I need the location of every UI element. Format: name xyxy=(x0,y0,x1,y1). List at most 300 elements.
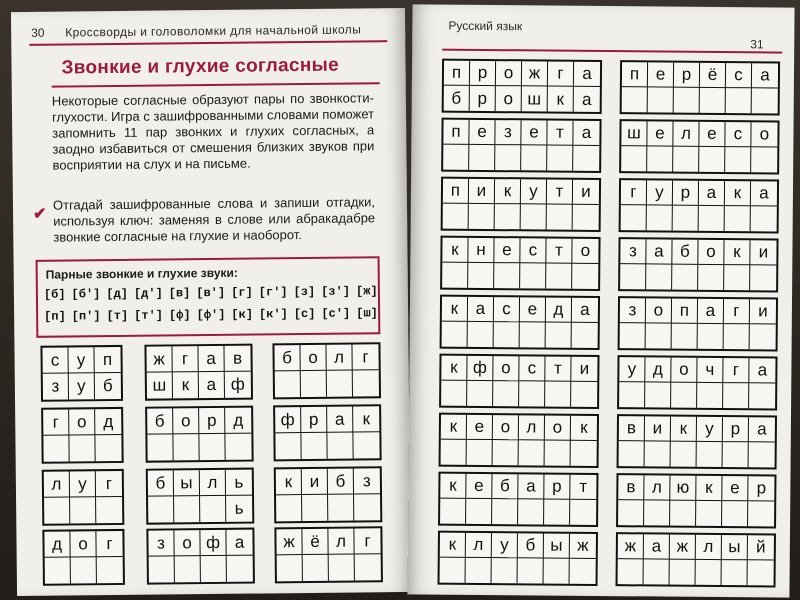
answer-row xyxy=(148,496,252,523)
puzzle-grid xyxy=(438,531,598,586)
cipher-letter-cell: л xyxy=(673,122,699,147)
cipher-letter-cell: д xyxy=(225,408,251,434)
answer-letter-cell[interactable] xyxy=(467,381,493,406)
cipher-row xyxy=(621,121,777,147)
answer-letter-cell[interactable] xyxy=(148,496,174,522)
cipher-row xyxy=(621,180,777,206)
answer-letter-cell[interactable]: к xyxy=(173,372,199,398)
answer-letter-cell[interactable] xyxy=(673,206,699,231)
cipher-letter-cell: т xyxy=(547,121,573,146)
cipher-letter-cell: е xyxy=(466,474,492,499)
cipher-letter-cell: и xyxy=(469,179,495,204)
answer-letter-cell[interactable] xyxy=(441,381,467,406)
cipher-letter-cell: к xyxy=(671,417,697,442)
puzzle-grid xyxy=(439,354,599,409)
voiceless-row xyxy=(44,306,378,323)
cipher-letter-cell: т xyxy=(545,357,571,382)
answer-letter-cell[interactable] xyxy=(697,442,723,467)
answer-letter-cell[interactable] xyxy=(277,555,303,581)
answer-letter-cell[interactable] xyxy=(645,441,671,466)
voiced-sound: [з] xyxy=(293,284,316,300)
cipher-letter-cell: о xyxy=(300,345,326,371)
cipher-letter-cell: г xyxy=(621,180,647,205)
answer-letter-cell[interactable] xyxy=(440,558,466,583)
cipher-row xyxy=(440,533,596,559)
answer-letter-cell[interactable] xyxy=(45,557,71,583)
answer-letter-cell[interactable] xyxy=(442,322,468,347)
cipher-row xyxy=(274,344,378,371)
answer-letter-cell[interactable] xyxy=(670,560,696,585)
answer-letter-cell[interactable]: ш xyxy=(522,86,548,111)
cipher-letter-cell: г xyxy=(723,358,749,383)
voiceless-sound: [ш] xyxy=(356,306,378,321)
answer-letter-cell[interactable] xyxy=(302,495,328,521)
answer-letter-cell[interactable] xyxy=(619,382,645,407)
answer-letter-cell[interactable] xyxy=(173,434,199,460)
answer-letter-cell[interactable] xyxy=(725,147,751,172)
answer-letter-cell[interactable] xyxy=(303,555,329,581)
cipher-letter-cell: а xyxy=(198,346,224,372)
cipher-letter-cell: г xyxy=(354,528,380,554)
cipher-letter-cell: б xyxy=(147,408,173,434)
cipher-letter-cell: о xyxy=(646,298,672,323)
cipher-letter-cell: р xyxy=(544,475,570,500)
cipher-row xyxy=(44,471,122,498)
puzzle-grid xyxy=(617,355,777,410)
answer-letter-cell[interactable] xyxy=(671,383,697,408)
cipher-letter-cell: г xyxy=(352,344,378,370)
cipher-letter-cell: е xyxy=(467,415,493,440)
answer-letter-cell[interactable] xyxy=(495,145,521,170)
answer-letter-cell[interactable] xyxy=(618,500,644,525)
answer-letter-cell[interactable] xyxy=(648,87,674,112)
answer-letter-cell[interactable]: з xyxy=(43,373,69,399)
cipher-letter-cell: е xyxy=(494,238,520,263)
cipher-letter-cell: о xyxy=(545,416,571,441)
answer-letter-cell[interactable] xyxy=(700,88,726,113)
answer-letter-cell[interactable] xyxy=(494,322,520,347)
answer-letter-cell[interactable] xyxy=(468,322,494,347)
cipher-row xyxy=(622,62,778,88)
answer-letter-cell[interactable] xyxy=(749,442,775,467)
answer-letter-cell[interactable] xyxy=(573,146,599,171)
answer-letter-cell[interactable] xyxy=(672,265,698,290)
puzzle-grid xyxy=(144,344,253,401)
answer-letter-cell[interactable] xyxy=(441,440,467,465)
answer-letter-cell[interactable] xyxy=(495,204,521,229)
answer-letter-cell[interactable] xyxy=(520,322,546,347)
puzzle-grid xyxy=(272,342,381,399)
answer-letter-cell[interactable] xyxy=(69,435,95,461)
cipher-letter-cell: л xyxy=(466,533,492,558)
cipher-letter-cell: с xyxy=(726,63,752,88)
answer-letter-cell[interactable] xyxy=(619,441,645,466)
voiceless-sound: [ф'] xyxy=(196,307,226,323)
answer-letter-cell[interactable] xyxy=(670,501,696,526)
task-paragraph: Отгадай зашифрованные слова и запиши отгадки, используя ключ: заменяя в слове или абракадабре звонкие согласные на глухие и наоборот. xyxy=(52,194,376,245)
puzzle-grid xyxy=(42,469,125,526)
answer-letter-cell[interactable] xyxy=(646,264,672,289)
cipher-letter-cell: з xyxy=(495,120,521,145)
answer-row xyxy=(620,323,776,349)
answer-letter-cell[interactable] xyxy=(749,383,775,408)
answer-letter-cell[interactable] xyxy=(545,441,571,466)
cipher-letter-cell: п xyxy=(443,120,469,145)
cipher-letter-cell: й xyxy=(748,535,774,560)
puzzle-grid xyxy=(616,532,776,587)
cipher-letter-cell: а xyxy=(327,407,353,433)
answer-letter-cell[interactable] xyxy=(750,324,776,349)
answer-letter-cell[interactable] xyxy=(175,556,201,582)
cipher-letter-cell: у xyxy=(492,533,518,558)
cipher-letter-cell: е xyxy=(521,120,547,145)
answer-letter-cell[interactable] xyxy=(751,206,777,231)
answer-letter-cell[interactable] xyxy=(43,435,69,461)
answer-letter-cell[interactable] xyxy=(466,558,492,583)
voiceless-sound: [т] xyxy=(106,308,129,324)
cipher-row xyxy=(148,470,252,497)
answer-letter-cell[interactable] xyxy=(466,499,492,524)
answer-letter-cell[interactable] xyxy=(328,495,354,521)
answer-letter-cell[interactable] xyxy=(355,554,381,580)
answer-letter-cell[interactable] xyxy=(726,88,752,113)
cipher-letter-cell: о xyxy=(493,356,519,381)
answer-row xyxy=(440,558,596,584)
cipher-letter-cell: е xyxy=(647,121,673,146)
answer-letter-cell[interactable] xyxy=(199,434,225,460)
answer-letter-cell[interactable] xyxy=(327,433,353,459)
voiced-sound: [д'] xyxy=(133,286,163,301)
answer-letter-cell[interactable]: а xyxy=(581,89,592,109)
cipher-letter-cell: с xyxy=(725,122,751,147)
answer-letter-cell[interactable] xyxy=(698,324,724,349)
answer-letter-cell[interactable] xyxy=(751,147,777,172)
answer-letter-cell[interactable] xyxy=(618,559,644,584)
voiceless-sound: [к'] xyxy=(258,307,288,322)
puzzle-grid xyxy=(146,468,255,525)
answer-letter-cell[interactable]: ш xyxy=(147,372,173,398)
answer-letter-cell[interactable] xyxy=(571,382,597,407)
answer-letter-cell[interactable] xyxy=(494,263,520,288)
answer-letter-cell[interactable] xyxy=(674,88,700,113)
cipher-letter-cell: ж xyxy=(276,529,302,555)
answer-row xyxy=(276,494,380,521)
answer-letter-cell[interactable] xyxy=(696,560,722,585)
answer-letter-cell[interactable] xyxy=(201,556,227,582)
answer-letter-cell[interactable] xyxy=(443,204,469,229)
answer-letter-cell[interactable]: у xyxy=(69,373,95,399)
cipher-letter-cell: и xyxy=(750,299,776,324)
answer-letter-cell[interactable] xyxy=(521,145,547,170)
answer-letter-cell[interactable] xyxy=(544,559,570,584)
cipher-row xyxy=(42,347,120,374)
puzzle-grid xyxy=(620,60,780,115)
cipher-letter-cell: о xyxy=(174,530,200,556)
answer-letter-cell[interactable] xyxy=(748,501,774,526)
cipher-row xyxy=(619,416,775,442)
cipher-letter-cell: в xyxy=(619,416,645,441)
answer-row xyxy=(619,441,775,467)
answer-letter-cell[interactable]: ь xyxy=(234,498,244,518)
puzzle-grid xyxy=(618,237,778,292)
voiced-sound: [б'] xyxy=(71,287,101,302)
answer-letter-cell[interactable] xyxy=(673,147,699,172)
answer-letter-cell[interactable] xyxy=(44,497,70,523)
answer-letter-cell[interactable] xyxy=(519,440,545,465)
answer-letter-cell[interactable] xyxy=(492,499,518,524)
answer-letter-cell[interactable] xyxy=(493,440,519,465)
answer-letter-cell[interactable] xyxy=(644,500,670,525)
answer-letter-cell[interactable] xyxy=(672,324,698,349)
voiced-sound: [д] xyxy=(106,286,129,302)
cipher-letter-cell: а xyxy=(749,417,775,442)
left-page xyxy=(11,8,411,596)
cipher-letter-cell: а xyxy=(518,474,544,499)
answer-letter-cell[interactable] xyxy=(492,558,518,583)
cipher-letter-cell: в xyxy=(618,475,644,500)
cipher-letter-cell: е xyxy=(469,120,495,145)
page-number-right: 31 xyxy=(750,37,764,52)
answer-letter-cell[interactable] xyxy=(442,263,468,288)
answer-letter-cell[interactable] xyxy=(723,442,749,467)
answer-letter-cell[interactable] xyxy=(147,434,173,460)
answer-letter-cell[interactable]: б xyxy=(102,376,113,396)
answer-letter-cell[interactable] xyxy=(696,501,722,526)
answer-letter-cell[interactable] xyxy=(671,442,697,467)
cipher-row xyxy=(440,474,596,500)
answer-letter-cell[interactable] xyxy=(354,494,380,520)
answer-letter-cell[interactable] xyxy=(620,323,646,348)
answer-letter-cell[interactable] xyxy=(698,265,724,290)
puzzle-grid xyxy=(273,404,382,461)
answer-letter-cell[interactable] xyxy=(468,263,494,288)
voiced-row xyxy=(44,284,378,301)
answer-letter-cell[interactable] xyxy=(750,265,776,290)
answer-letter-cell[interactable] xyxy=(697,383,723,408)
answer-letter-cell[interactable] xyxy=(227,556,253,582)
intro-paragraph: Некоторые согласные образуют пары по звонкости-глухости. Игра с зашифрованными словами поможет запомнить 11 пар звонких и глухих согласных, а заодно избавиться от смешения близких звуков при восприятии на слух и на письме. xyxy=(51,90,375,173)
answer-row xyxy=(621,205,777,231)
cipher-letter-cell: н xyxy=(468,238,494,263)
answer-letter-cell[interactable] xyxy=(644,559,670,584)
cipher-letter-cell: д xyxy=(546,298,572,323)
puzzle-grid xyxy=(146,528,255,585)
cipher-row xyxy=(443,120,599,146)
answer-letter-cell[interactable]: о xyxy=(496,86,522,111)
cipher-letter-cell: ы xyxy=(544,534,570,559)
cipher-letter-cell: е xyxy=(722,476,748,501)
answer-letter-cell[interactable] xyxy=(353,370,379,396)
answer-letter-cell[interactable] xyxy=(301,433,327,459)
answer-letter-cell[interactable] xyxy=(722,560,748,585)
answer-letter-cell[interactable] xyxy=(572,323,598,348)
cipher-letter-cell: ф xyxy=(467,356,493,381)
answer-letter-cell[interactable] xyxy=(699,147,725,172)
cipher-letter-cell: з xyxy=(620,239,646,264)
answer-letter-cell[interactable] xyxy=(752,88,778,113)
cipher-letter-cell: р xyxy=(199,408,225,434)
answer-row xyxy=(275,432,379,459)
cipher-row xyxy=(44,531,122,558)
voiceless-sound: [с'] xyxy=(321,306,351,321)
voiced-sound: [з'] xyxy=(321,284,351,299)
answer-row xyxy=(441,381,597,407)
cipher-row xyxy=(276,468,380,495)
answer-letter-cell[interactable] xyxy=(275,371,301,397)
cipher-letter-cell: е xyxy=(520,297,546,322)
answer-letter-cell[interactable] xyxy=(646,323,672,348)
answer-letter-cell[interactable] xyxy=(645,382,671,407)
cipher-letter-cell: у xyxy=(521,179,547,204)
cipher-letter-cell: к xyxy=(441,415,467,440)
answer-letter-cell[interactable] xyxy=(620,264,646,289)
cipher-letter-cell: с xyxy=(519,356,545,381)
answer-letter-cell[interactable] xyxy=(520,263,546,288)
cipher-letter-cell: ж xyxy=(146,346,172,372)
cipher-letter-cell: а xyxy=(749,358,775,383)
answer-letter-cell[interactable]: ф xyxy=(230,374,245,394)
cipher-letter-cell: д xyxy=(645,357,671,382)
answer-letter-cell[interactable] xyxy=(544,500,570,525)
cipher-letter-cell: р xyxy=(673,181,699,206)
cipher-letter-cell: з xyxy=(148,530,174,556)
answer-letter-cell[interactable] xyxy=(443,145,469,170)
cipher-letter-cell: а xyxy=(573,121,599,146)
answer-row xyxy=(443,145,599,171)
answer-letter-cell[interactable] xyxy=(546,323,572,348)
cipher-letter-cell: а xyxy=(752,63,778,88)
cipher-letter-cell: п xyxy=(672,299,698,324)
cipher-letter-cell: т xyxy=(547,180,573,205)
answer-letter-cell[interactable] xyxy=(518,499,544,524)
answer-letter-cell[interactable] xyxy=(547,146,573,171)
voiced-sound: [в'] xyxy=(196,285,226,301)
cipher-letter-cell: г xyxy=(724,299,750,324)
answer-letter-cell[interactable] xyxy=(440,499,466,524)
answer-letter-cell[interactable] xyxy=(546,264,572,289)
answer-letter-cell[interactable] xyxy=(275,433,301,459)
running-head-right: Русский язык xyxy=(448,18,523,34)
answer-letter-cell[interactable] xyxy=(748,560,774,585)
answer-letter-cell[interactable] xyxy=(621,205,647,230)
answer-letter-cell[interactable] xyxy=(276,495,302,521)
answer-letter-cell[interactable] xyxy=(95,435,121,461)
answer-letter-cell[interactable] xyxy=(467,440,493,465)
cipher-row xyxy=(620,239,776,265)
cipher-letter-cell: г xyxy=(96,531,122,557)
answer-letter-cell[interactable] xyxy=(622,87,648,112)
answer-row xyxy=(441,440,597,466)
cipher-letter-cell: ш xyxy=(621,121,647,146)
answer-row xyxy=(277,554,381,581)
puzzle-grid xyxy=(274,466,383,523)
answer-letter-cell[interactable] xyxy=(225,434,251,460)
cipher-row xyxy=(146,346,250,373)
cipher-letter-cell: о xyxy=(496,61,522,86)
answer-letter-cell[interactable] xyxy=(149,556,175,582)
cipher-letter-cell: ф xyxy=(275,407,301,433)
cipher-letter-cell: и xyxy=(302,469,328,495)
answer-letter-cell[interactable] xyxy=(573,205,599,230)
answer-letter-cell[interactable] xyxy=(647,146,673,171)
answer-letter-cell[interactable] xyxy=(96,497,122,523)
cipher-letter-cell: к xyxy=(696,476,722,501)
cipher-letter-cell: о xyxy=(69,409,95,435)
cipher-row xyxy=(441,415,597,441)
answer-row xyxy=(619,382,775,408)
answer-letter-cell[interactable]: б xyxy=(444,86,470,111)
header-rule-right xyxy=(442,49,782,54)
puzzle-grid xyxy=(438,472,598,527)
cipher-letter-cell: к xyxy=(495,179,521,204)
cipher-letter-cell: о xyxy=(698,240,724,265)
cipher-letter-cell: д xyxy=(44,531,70,557)
puzzle-grid xyxy=(442,59,602,114)
answer-letter-cell[interactable] xyxy=(353,432,379,458)
answer-letter-cell[interactable] xyxy=(469,204,495,229)
cipher-letter-cell: ё xyxy=(700,63,726,88)
voiced-sound: [ж] xyxy=(355,284,378,299)
answer-letter-cell[interactable] xyxy=(724,324,750,349)
answer-letter-cell[interactable] xyxy=(71,557,97,583)
cipher-row xyxy=(444,61,600,87)
answer-letter-cell[interactable] xyxy=(329,555,355,581)
answer-letter-cell[interactable] xyxy=(70,497,96,523)
answer-letter-cell[interactable]: к xyxy=(548,87,574,112)
answer-row xyxy=(444,86,600,112)
cipher-row xyxy=(148,530,252,557)
cipher-letter-cell: о xyxy=(671,358,697,383)
answer-letter-cell[interactable] xyxy=(521,204,547,229)
answer-letter-cell[interactable] xyxy=(493,381,519,406)
cipher-letter-cell: л xyxy=(644,475,670,500)
answer-letter-cell[interactable] xyxy=(699,206,725,231)
puzzle-grid xyxy=(440,295,600,350)
answer-letter-cell[interactable] xyxy=(572,264,598,289)
answer-letter-cell[interactable] xyxy=(724,265,750,290)
puzzle-grid xyxy=(40,345,123,402)
voiceless-sound: [т'] xyxy=(134,308,164,323)
answer-letter-cell[interactable] xyxy=(545,382,571,407)
answer-letter-cell[interactable] xyxy=(570,500,596,525)
answer-letter-cell[interactable] xyxy=(327,371,353,397)
cipher-letter-cell: а xyxy=(751,181,777,206)
answer-letter-cell[interactable]: р xyxy=(470,86,496,111)
answer-letter-cell[interactable] xyxy=(547,205,573,230)
cipher-row xyxy=(442,297,598,323)
answer-letter-cell[interactable] xyxy=(469,145,495,170)
answer-letter-cell[interactable] xyxy=(647,205,673,230)
answer-letter-cell[interactable] xyxy=(571,441,597,466)
answer-letter-cell[interactable] xyxy=(725,206,751,231)
cipher-letter-cell: к xyxy=(441,356,467,381)
answer-letter-cell[interactable] xyxy=(97,557,123,583)
answer-letter-cell[interactable] xyxy=(518,558,544,583)
answer-letter-cell[interactable] xyxy=(621,146,647,171)
puzzle-grid xyxy=(440,236,600,291)
answer-letter-cell[interactable] xyxy=(570,559,596,584)
answer-letter-cell[interactable] xyxy=(301,371,327,397)
answer-letter-cell[interactable] xyxy=(723,383,749,408)
answer-letter-cell[interactable] xyxy=(722,501,748,526)
cipher-row xyxy=(147,408,251,435)
answer-letter-cell[interactable] xyxy=(519,381,545,406)
answer-letter-cell[interactable] xyxy=(174,496,200,522)
answer-letter-cell[interactable] xyxy=(200,496,226,522)
cipher-letter-cell: б xyxy=(274,345,300,371)
answer-letter-cell[interactable]: а xyxy=(199,372,225,398)
puzzle-grid xyxy=(616,473,776,528)
